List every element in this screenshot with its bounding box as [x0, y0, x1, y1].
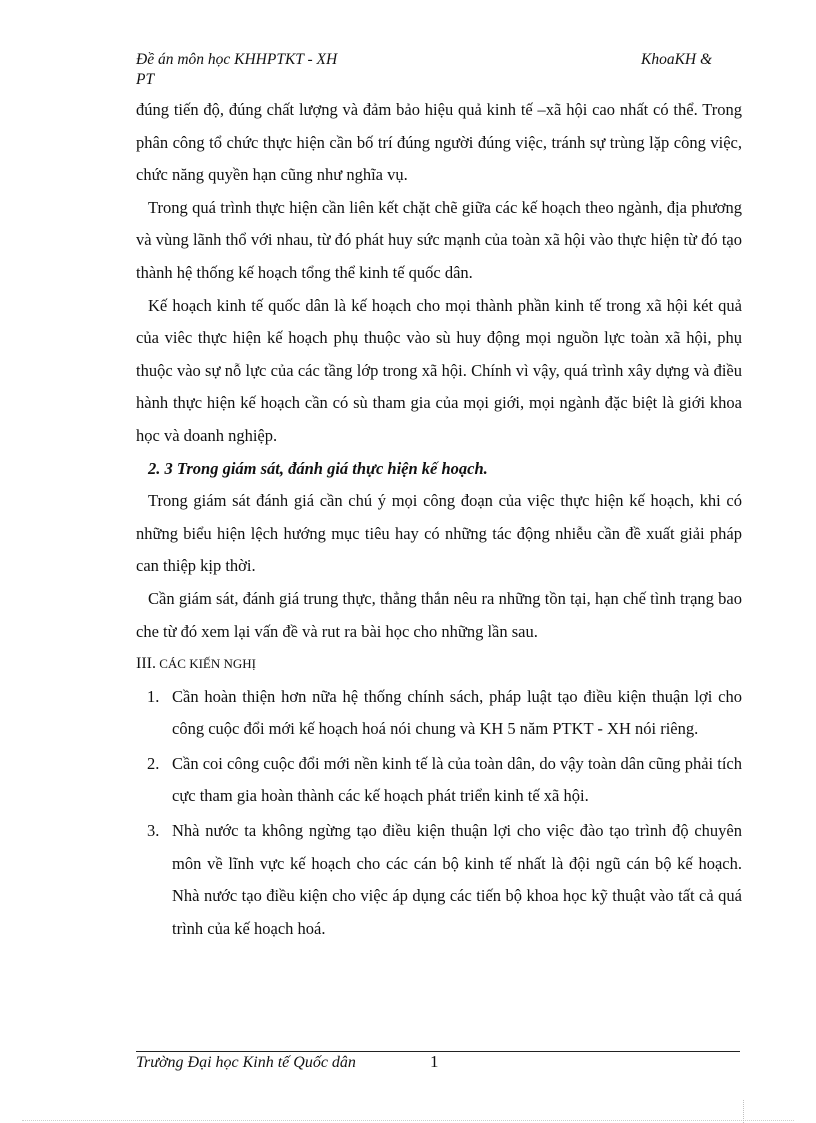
- list-item: [136, 748, 742, 813]
- document-body: [136, 94, 742, 945]
- paragraph-2: Trong quá trình thực hiện cần liên kết chặt chẽ giữa các kế hoạch theo ngành, địa phương và vùng lãnh thổ với nhau, từ đó phát huy sức mạnh của toàn xã hội vào thực hiện từ đó tạo thành hệ thống kế hoạch tổng thể kinh tế quốc dân.: [136, 197, 742, 282]
- paragraph-3: Kế hoạch kinh tế quốc dân là kế hoạch cho mọi thành phần kinh tế trong xã hội két quả của viêc thực hiện kế hoạch phụ thuộc vào sù huy động mọi nguồn lực toàn xã hội, phụ thuộc vào sự nỗ lực của các tầng lớp trong xã hội. Chính vì vậy, quá trình xây dựng và điều hành thực hiện kế hoạch cần có sù tham gia của mọi giới, mọi ngành đặc biệt là giới khoa học và doanh nghiệp.: [136, 295, 742, 445]
- list-item-number: 1.: [147, 686, 160, 706]
- header-right: KhoaKH &: [641, 51, 713, 68]
- list-item-text: Cần coi công cuộc đổi mới nền kinh tế là của toàn dân, do vậy toàn dân cũng phải tích cực tham gia hoàn thành các kế hoạch phát triển kinh tế xã hội.: [172, 753, 742, 806]
- list-item-number: 3.: [147, 821, 160, 841]
- section-title-text: CÁC KIẾN NGHỊ: [155, 656, 257, 672]
- header-left: [136, 50, 396, 90]
- header-left-text: Đề án môn học KHHPTKT - XH: [136, 51, 338, 68]
- paragraph-4: Trong giám sát đánh giá cần chú ý mọi công đoạn của việc thực hiện kế hoạch, khi có những biểu hiện lệch hướng mục tiêu hay có những tác động nhiễu cần đề xuất giải pháp can thiệp kịp thời.: [136, 491, 742, 576]
- page-corner-marker: [743, 1100, 744, 1123]
- section-number: III.: [136, 655, 156, 673]
- paragraph-1: đúng tiến độ, đúng chất lượng và đảm bảo hiệu quả kinh tế –xã hội cao nhất có thể. Trong phân công tổ chức thực hiện cần bố trí đúng người đúng việc, tránh sự trùng lặp công việc, chức năng quyền hạn cũng như nghĩa vụ.: [136, 100, 742, 185]
- list-item-text: Nhà nước ta không ngừng tạo điều kiện thuận lợi cho việc đào tạo trình độ chuyên môn về lĩnh vực kế hoạch cho các cán bộ kinh tế nhất là đội ngũ cán bộ kế hoạch. Nhà nước tạo điều kiện cho việc áp dụng các tiến bộ khoa học kỹ thuật vào tất cả quá trình của kế hoạch hoá.: [172, 821, 742, 938]
- footer-institution: Trường Đại học Kinh tế Quốc dân: [136, 1054, 356, 1071]
- list-item-number: 2.: [147, 753, 160, 773]
- list-item: [136, 681, 742, 746]
- recommendation-list: [136, 681, 742, 946]
- paragraph-5: Cần giám sát, đánh giá trung thực, thẳng thắn nêu ra những tồn tại, hạn chế tình trạng bao che từ đó xem lại vấn đề và rut ra bài học cho những lần sau.: [136, 588, 742, 641]
- list-item: [136, 815, 742, 945]
- section-title: [136, 648, 742, 681]
- header-left-continued: PT: [136, 71, 155, 88]
- page-number: 1: [430, 1052, 439, 1071]
- subsection-heading: 2. 3 Trong giám sát, đánh giá thực hiện kế hoạch.: [148, 458, 488, 478]
- list-item-text: Cần hoàn thiện hơn nữa hệ thống chính sách, pháp luật tạo điều kiện thuận lợi cho công cuộc đổi mới kế hoạch hoá nói chung và KH 5 năm PTKT - XH nói riêng.: [172, 686, 742, 739]
- page-edge-marker: [22, 1120, 794, 1121]
